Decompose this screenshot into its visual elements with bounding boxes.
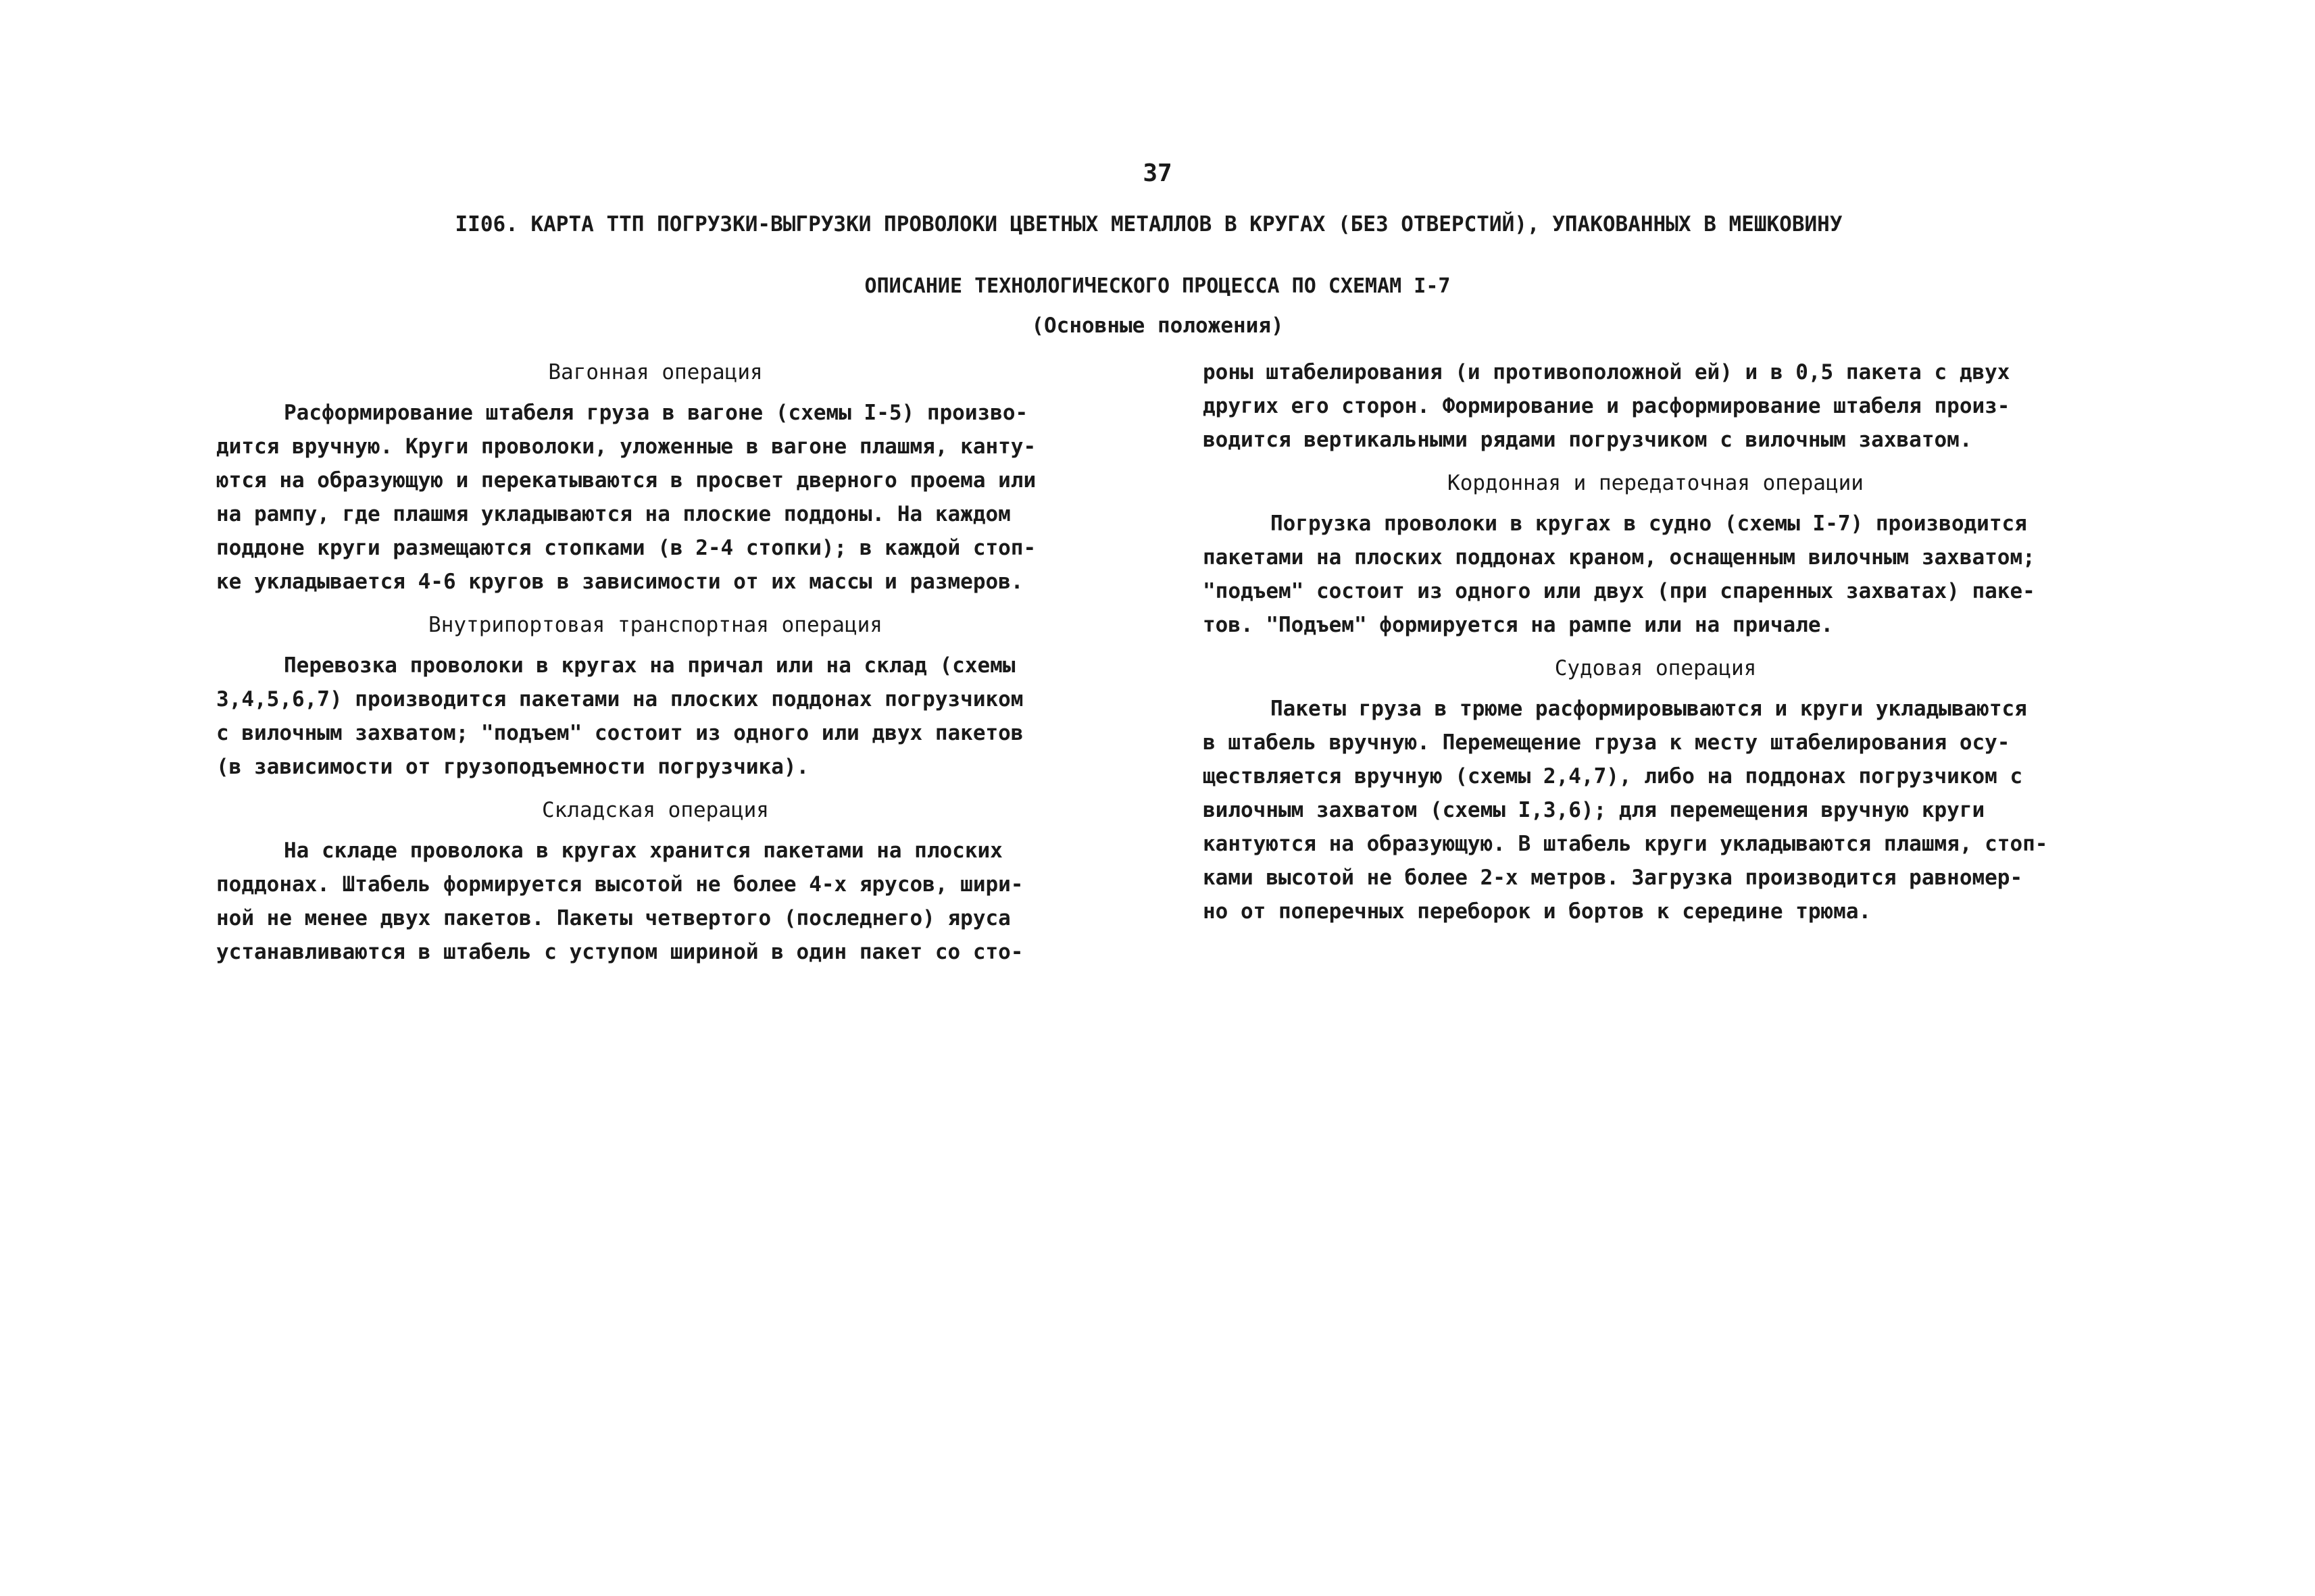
heading-intraport-transport: Внутрипортовая транспортная операция	[428, 613, 882, 637]
left-column	[216, 355, 1095, 978]
right-column	[1203, 355, 2108, 938]
document-title: II06. КАРТА ТТП ПОГРУЗКИ-ВЫГРУЗКИ ПРОВОЛОКИ ЦВЕТНЫХ МЕТАЛЛОВ В КРУГАХ (БЕЗ ОТВЕРСТИЙ), УПАКОВАННЫХ В МЕШКОВИНУ	[455, 212, 1843, 236]
heading-warehouse-operation: Складская операция	[542, 798, 769, 822]
paragraph-wagon-operation: Расформирование штабеля груза в вагоне (схемы I-5) произво- дится вручную. Круги проволоки, уложенные в вагоне плашмя, канту- ются на образующую и перекатываются в просвет дверного проема или на рампу, где плашмя укладываются на плоские поддоны. На каждом поддоне круги размещаются стопками (в 2-4 стопки); в каждой стоп- ке укладывается 4-6 кругов в зависимости от их массы и размеров.	[216, 401, 1037, 594]
heading-ship-operation: Судовая операция	[1554, 656, 1757, 680]
heading-cordon-operation: Кордонная и передаточная операции	[1447, 471, 1864, 495]
paragraph-warehouse-operation: На складе проволока в кругах хранится пакетами на плоских поддонах. Штабель формируется высотой не более 4-х ярусов, шири- ной не менее двух пакетов. Пакеты четвертого (последнего) яруса устанавливаются в штабель с уступом шириной в один пакет со сто-	[216, 839, 1024, 964]
section-subtitle: (Основные положения)	[1031, 314, 1284, 338]
heading-wagon-operation: Вагонная операция	[548, 360, 763, 384]
page-number: 37	[1143, 159, 1172, 187]
paragraph-cordon-operation: Погрузка проволоки в кругах в судно (схемы I-7) производится пакетами на плоских поддонах краном, оснащенным вилочным захватом; "подъем" состоит из одного или двух (при спаренных захватах) паке- тов. "Подъем" формируется на рампе или на причале.	[1203, 512, 2035, 637]
section-title: ОПИСАНИЕ ТЕХНОЛОГИЧЕСКОГО ПРОЦЕССА ПО СХЕМАМ I-7	[864, 274, 1451, 298]
paragraph-ship-operation: Пакеты груза в трюме расформировываются и круги укладываются в штабель вручную. Перемещение груза к месту штабелирования осу- ществляется вручную (схемы 2,4,7), либо на поддонах погрузчиком с вилочным захватом (схемы I,3,6); для перемещения вручную круги кантуются на образующую. В штабель круги укладываются плашмя, стоп- ками высотой не более 2-х метров. Загрузка производится равномер- но от поперечных переборок и бортов к середине трюма.	[1203, 697, 2048, 924]
paragraph-warehouse-continuation: роны штабелирования (и противоположной ей) и в 0,5 пакета с двух других его сторон. Формирование и расформирование штабеля произ- водится вертикальными рядами погрузчиком с вилочным захватом.	[1203, 360, 2010, 452]
paragraph-intraport-transport: Перевозка проволоки в кругах на причал или на склад (схемы 3,4,5,6,7) производится пакетами на плоских поддонах погрузчиком с вилочным захватом; "подъем" состоит из одного или двух пакетов (в зависимости от грузоподъемности погрузчика).	[216, 653, 1024, 779]
